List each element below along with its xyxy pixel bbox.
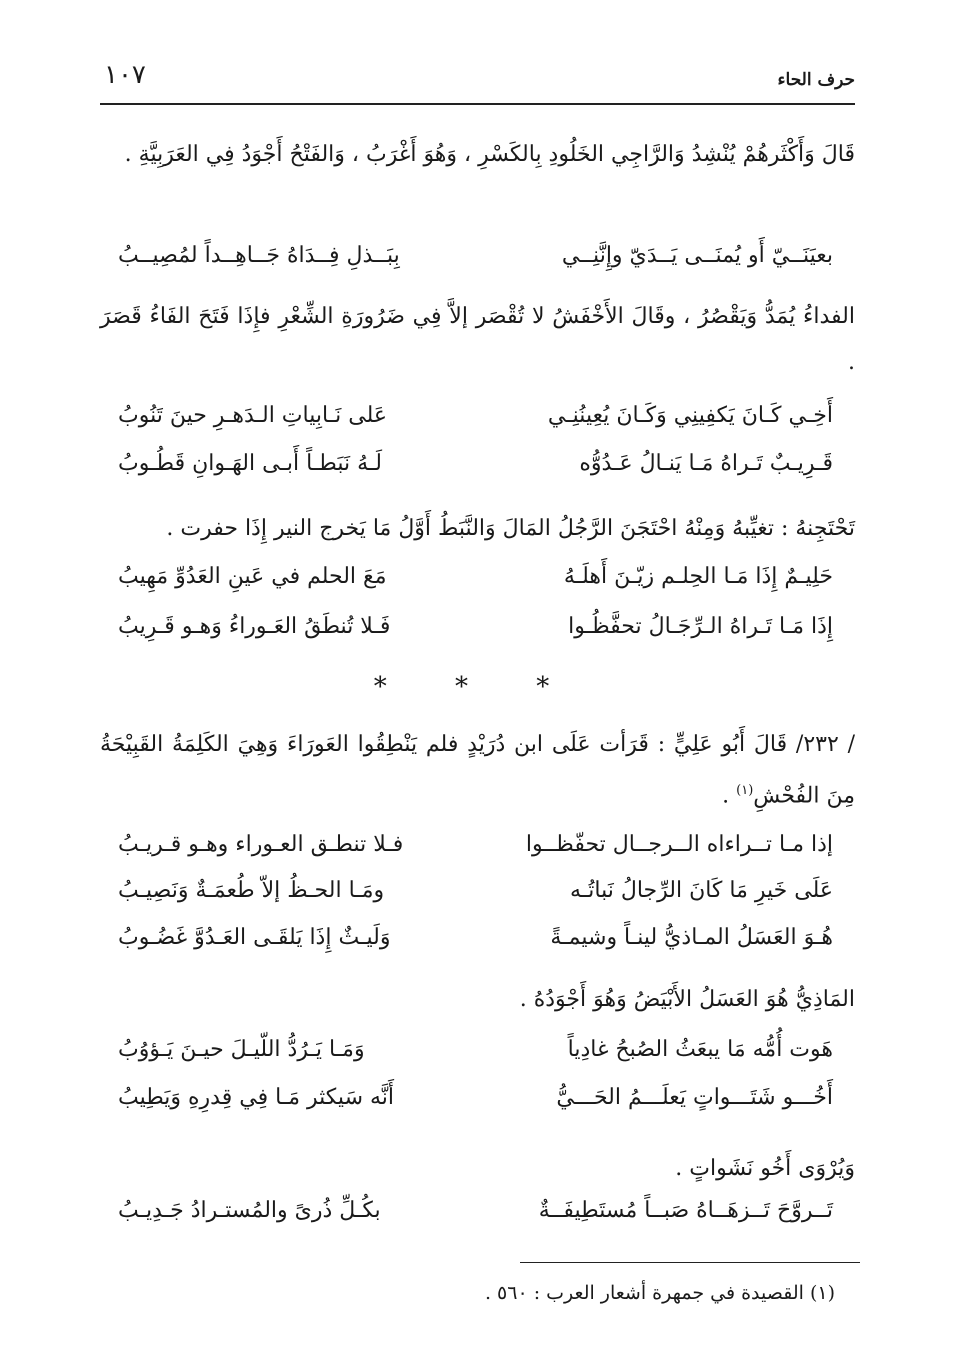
paragraph: الفداءُ يُمَدُّ وَيَقْصُرُ ، وقَالَ الأَخْفَشُ لا تُقْصَر إلاَّ فِي ضَرُورَةِ الشِّعْرِ فإِذَا فَتَحَ الفَاءُ قَصَرَ . [100, 304, 855, 375]
verse-line [100, 1037, 855, 1081]
verse-second-hemistich: ومَـا الحـظُ إلاّ طُعمَـةٌ وَنَصِيـبُ [118, 878, 385, 903]
verse-line [100, 1198, 855, 1242]
page-number: ١٠٧ [104, 60, 146, 90]
page-header [100, 58, 855, 94]
verse-line [100, 925, 855, 969]
verse-second-hemistich: بِبَــذلِ فِــدَاهُ جَــاهِــداً لمُصِيــبُ [118, 243, 400, 268]
footnote-marker: (١) [736, 783, 754, 798]
verse-line [100, 614, 855, 658]
verse-second-hemistich: عَلى نَـابِياتِ الـدَهـرِ حينَ تَنُوبُ [118, 403, 387, 428]
header-rule [100, 103, 855, 105]
footnote-rule [520, 1262, 860, 1263]
verse-line [100, 451, 855, 495]
verse-line [100, 1085, 855, 1129]
verse-second-hemistich: مَعَ الحلم في عَينِ العَدُوِّ مَهِيبُ [118, 564, 387, 589]
paragraph [100, 722, 855, 819]
verse-first-hemistich: إذا مـا تــراءاه الــرجــال تحفّظــوا [525, 832, 833, 857]
verse-second-hemistich: أَنَّه سَيكثر مَـا فِي قِدرِهِ وَيَطِيبُ [118, 1085, 395, 1110]
verse-first-hemistich: بعيَنَــيّ أَو يُمنَــى يَــدَيّ وإِنَّنِــي [561, 243, 833, 268]
verse-line [100, 243, 855, 287]
verse-first-hemistich: هَوت أُمُّه مَا يبعَثُ الصُبحُ غادِياً [567, 1037, 833, 1062]
verse-second-hemistich: لَـهُ نَبَطـاً أَبـى الهَـوانِ قَطُـوبُ [118, 451, 383, 476]
verse-line [100, 564, 855, 608]
verse-line [100, 403, 855, 447]
section-separator: * * * [373, 672, 580, 702]
paragraph-end: . [722, 783, 737, 809]
verse-line [100, 878, 855, 922]
verse-second-hemistich: فَـلا تُنطَقُ العَـوراءُ وَهـو قَـرِيبُ [118, 614, 391, 639]
paragraph: قَالَ وَأَكْثَرهُمْ يُنْشِدُ وَالرَّاجِي الخَلُودِ بِالكَسْرِ ، وَهُوَ أَغْرَبُ ، وَالفَتْحُ أَجْوَدُ فِي العَرَبِيَّةِ . [124, 142, 855, 167]
verse-first-hemistich: أَخِـي كَـانَ يَكفِينِي وَكَـانَ يُعِينُنِـي [547, 403, 833, 428]
verse-first-hemistich: أَخُـــو شَتَـــواتٍ يَعلَـــمُ الحَـــيُّ [556, 1085, 833, 1110]
verse-second-hemistich: بكُـلِّ ذُرىً والمُستـرادُ جَـدِيـبُ [118, 1198, 381, 1223]
verse-first-hemistich: تَــروَّحَ تَــزهَــاهُ صَبــاً مُستَطِيفَــةٌ [538, 1198, 833, 1223]
verse-first-hemistich: عَلَى خَيرِ مَا كَانَ الرِّجالُ نَباتُـه [570, 878, 833, 903]
paragraph: تَحْتَجِنهُ : تغيِّبهُ وَمِنْهُ احْتَجَنَ الرَّجُلُ المَالَ وَالنَّبَطُ أَوَّلُ مَا يَخرج النير إِذَا حفرت . [166, 516, 855, 541]
running-title: حرف الحاء [777, 70, 855, 90]
verse-second-hemistich: وَلَيـثٌ إِذَا يَلقَـى العَـدُوَّ غَضُـوبُ [118, 925, 391, 950]
paragraph: وَيُرْوَى أَخُو نَشَواتٍ . [675, 1156, 855, 1181]
verse-second-hemistich: وَمَـا يَـرُدُّ اللّيـلَ حيـنَ يَـؤوُبُ [118, 1037, 365, 1062]
footnote: (١) القصيدة في جمهرة أشعار العرب : ٥٦٠ . [484, 1282, 835, 1304]
verse-first-hemistich: حَلِيـمٌ إِذَا مَـا الحِلـم زيّـنَ أَهلَـهُ [563, 564, 833, 589]
verse-first-hemistich: هُـوَ العَسَلُ المـاذيُّ لينـاً وشيمـةً [550, 925, 833, 950]
verse-second-hemistich: فـلا تنطـق العـوراء وهـو قـريـبُ [118, 832, 404, 857]
paragraph-text: / ٢٣٢/ قَالَ أَبُو عَلِيٍّ : قَرَأت عَلَى ابن دُرَيْدٍ فلم يَنْطِقُوا العَورَاءَ وَهِيَ الكَلِمَةُ القَبِيْحَةُ مِنَ الفُحْشِ [100, 732, 856, 809]
verse-first-hemistich: قَـرِيـبٌ تَـراهُ مَـا يَنـالُ عَـدُوُّه [579, 451, 833, 476]
verse-line [100, 832, 855, 876]
verse-first-hemistich: إِذَا مَـا تَـراهُ الـرِّجَـالُ تحفَّظُـوا [568, 614, 833, 639]
paragraph: المَاذِيُّ هُوَ العَسَلُ الأَبْيَضُ وَهُوَ أَجْوَدُهُ . [519, 987, 855, 1012]
